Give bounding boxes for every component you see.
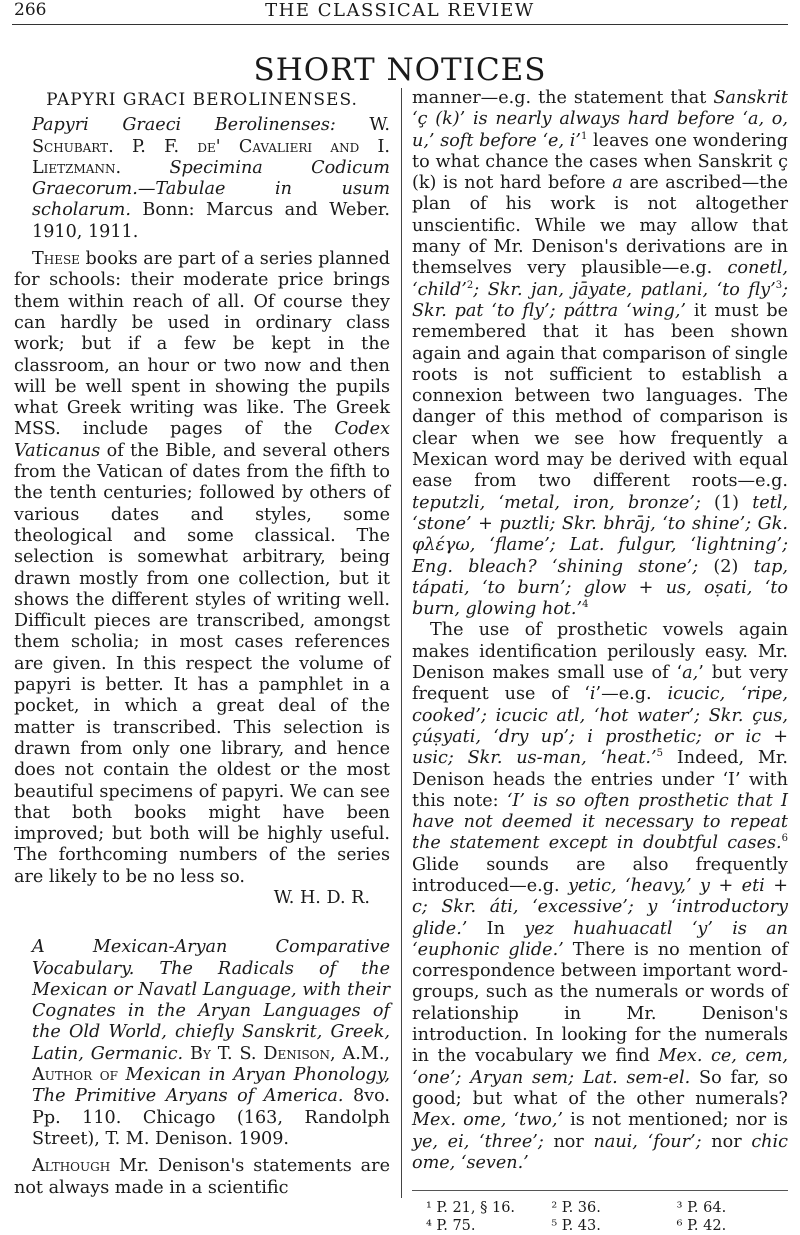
text-segment: ; Skr. jan, jāyate, patlani, ‘to fly’ [473, 279, 776, 300]
review-heading: PAPYRI GRACI BEROLINENSES. [46, 90, 358, 110]
text-segment: (1) [700, 492, 753, 513]
footnote: ² P. 36. [551, 1200, 601, 1217]
text-segment: There is no mention of correspondence between important word-groups, such as the numerals or words of relationship in Mr. Denison's introduction. In looking for the numerals in the vocabulary we find [412, 939, 788, 1067]
footnote-row [412, 1217, 788, 1235]
text-segment: is not mentioned; nor is [563, 1110, 788, 1131]
text-segment: The use of prosthetic vowels again makes identification perilously easy. Mr. Denison makes small use of ‘ [412, 620, 788, 684]
text-segment: teputzli, ‘metal, iron, bronze’; [412, 492, 701, 513]
text-segment: Sanskrit ‘ç (k)’ is nearly always hard before ‘a, o, u,’ soft before ‘e, i’ [412, 88, 788, 151]
left-column [14, 88, 390, 1199]
text-segment: nor [543, 1131, 594, 1152]
review-body-prosthetic [412, 620, 788, 1174]
text-segment: yez huahuacatl ‘y’ is an ‘euphonic glide.’ [412, 918, 789, 960]
text-segment: are ascribed—the plan of his work is not altogether unscientific. While we may allow that many of Mr. Denison's derivations are in themselves very plausible—e.g. [412, 173, 788, 279]
text-segment: Mr. Denison's statements are not always made in a scientific [14, 1156, 390, 1198]
text-segment: Bonn: Marcus and Weber. 1910, 1911. [32, 200, 390, 242]
citation-mexican-aryan [14, 937, 390, 1150]
text-segment: (2) [698, 556, 754, 577]
footnote: ⁶ P. 42. [676, 1218, 727, 1235]
text-segment: yetic, ‘heavy,’ y + eti + c; Skr. áti, ‘excessive’; y ‘introductory glide.’ [412, 875, 788, 939]
text-segment: Mexican in Aryan Phonology, The Primitive Aryans of America. [32, 1065, 391, 1107]
citation-papyri [14, 115, 390, 243]
footnote-marker: 6 [781, 833, 788, 845]
text-segment: nor [701, 1131, 752, 1152]
text-segment: ’ but very frequent use of ‘ [412, 663, 788, 705]
text-segment: of the Bible, and several others from the Vatican of dates from the fifth to the tenth centuries; followed by others of various dates and styles, some theological and some classical. The selection is somewhat arbitrary, being drawn mostly from one collection, but it shows the different styles of writing well. Difficult pieces are transcribed, amongst them scholia; in most cases references are given. In this respect the volume of papyri is better. It has a pamphlet in a pocket, in which a great deal of the matter is transcribed. This selection is drawn from only one library, and hence does not contain the oldest or the most beautiful specimens of papyri. We can see that both books might have been improved; but both will be highly useful. The forthcoming numbers of the series are likely to be no less so. [14, 440, 390, 887]
header-rule [12, 24, 788, 25]
text-segment: By T. S. Denison, A.M., Author of [32, 1043, 391, 1086]
footnote-marker: 5 [656, 748, 663, 760]
text-segment: it must be remembered that it has been shown again and again that comparison of single roots is not sufficient to establish a connexion between two languages. The danger of this method of comparison is clear when we see how frequently a Mexican word may be derived with equal ease from two different roots—e.g. [412, 300, 788, 492]
footnote-row [412, 1199, 788, 1217]
text-segment: So far, so good; but what of the other numerals? [412, 1067, 789, 1109]
text-segment: leaves one wondering to what chance the cases when Sanskrit ç (k) is not hard before [412, 130, 788, 194]
review-body-continued [412, 88, 788, 620]
text-segment: ; Skr. pat ‘to fly’; páttra ‘wing,’ [412, 279, 788, 321]
footnote-marker: 4 [582, 599, 589, 611]
text-segment: 8vo. Pp. 110. Chicago (163, Randolph Street), T. M. Denison. 1909. [32, 1086, 390, 1149]
column-divider [401, 88, 402, 1198]
text-segment: ’—e.g. [595, 684, 668, 705]
review-body-papyri [14, 249, 390, 888]
footnote-marker: 1 [580, 130, 588, 142]
text-segment: Codex Vaticanus [14, 419, 390, 461]
section-title: SHORT NOTICES [253, 52, 547, 88]
text-segment: ye, ei, ‘three’; [412, 1131, 544, 1152]
review-body-mexican-start [14, 1156, 390, 1199]
text-segment: Glide sounds are also frequently introduced—e.g. [412, 854, 788, 896]
text-segment: naui, ‘four’; [593, 1131, 702, 1152]
footnote: ³ P. 64. [676, 1200, 727, 1217]
footnote: ⁴ P. 75. [426, 1218, 476, 1235]
text-segment: manner—e.g. the statement that [412, 88, 714, 108]
footnote: ¹ P. 21, § 16. [426, 1200, 516, 1217]
right-column [412, 88, 788, 1235]
text-segment: Mex. ome, ‘two,’ [412, 1110, 563, 1131]
text-segment: A Mexican-Aryan Comparative Vocabulary. The Radicals of the Mexican or Navatl Language, with their Cognates in the Aryan Languages of the Old World, chiefly Sanskrit, Greek, Latin, Germanic. [32, 937, 390, 1064]
reviewer-signature: W. H. D. R. [273, 887, 370, 908]
text-segment: Specimina Codicum Graecorum.—Tabulae in usum scholarum. [32, 157, 390, 221]
text-segment: Indeed, Mr. Denison heads the entries under ‘I’ with this note: [412, 748, 789, 811]
text-segment: a, [682, 663, 699, 684]
text-segment: Although [32, 1156, 111, 1177]
text-segment: i [589, 684, 596, 705]
text-segment: ‘I’ is so often prosthetic that I have not deemed it necessary to repeat the statement except in doubtful cases. [412, 790, 789, 854]
text-segment: Mex. ce, cem, ‘one’; Aryan sem; Lat. sem-el. [412, 1046, 788, 1088]
text-segment: Papyri Graeci Berolinenses: [32, 115, 336, 136]
text-segment: These [32, 249, 80, 270]
text-segment: conetl, ‘child’ [412, 258, 788, 300]
text-segment: books are part of a series planned for schools: their moderate price brings them within reach of all. Of course they can hardly be used in ordinary class work; but if a few be kept in the classroom, an hour or two now and then will be well spent in showing the pupils what Greek writing was like. The Greek MSS. include pages of the [14, 249, 391, 440]
page-number: 266 [14, 0, 47, 20]
footnote-marker: 3 [775, 279, 783, 291]
text-segment: In [467, 918, 525, 939]
journal-title: THE CLASSICAL REVIEW [265, 0, 535, 21]
footnote-marker: 2 [466, 279, 474, 291]
footnote: ⁵ P. 43. [551, 1218, 601, 1235]
footnote-rule [412, 1190, 788, 1191]
text-segment: W. Schubart. P. F. de' Cavalieri and I. Lietzmann. [32, 115, 390, 178]
text-segment: tap, tápati, ‘to burn’; glow + us, oṣati, ‘to burn, glowing hot.’ [412, 556, 788, 620]
text-segment: icucic, ‘ripe, cooked’; icucic atl, ‘hot water’; Skr. çus, çúṣyati, ‘dry up’; i prosthetic; or ic + usic; Skr. us-man, ‘heat.’ [412, 684, 788, 769]
text-segment: a [612, 173, 623, 194]
text-segment: tetl, ‘stone’ + puztli; Skr. bhrāj, ‘to shine’; Gk. φλέγω, ‘flame’; Lat. fulgur, ‘lightning’; Eng. bleach? ‘shining stone’; [412, 492, 789, 577]
text-segment: chic ome, ‘seven.’ [412, 1131, 788, 1173]
